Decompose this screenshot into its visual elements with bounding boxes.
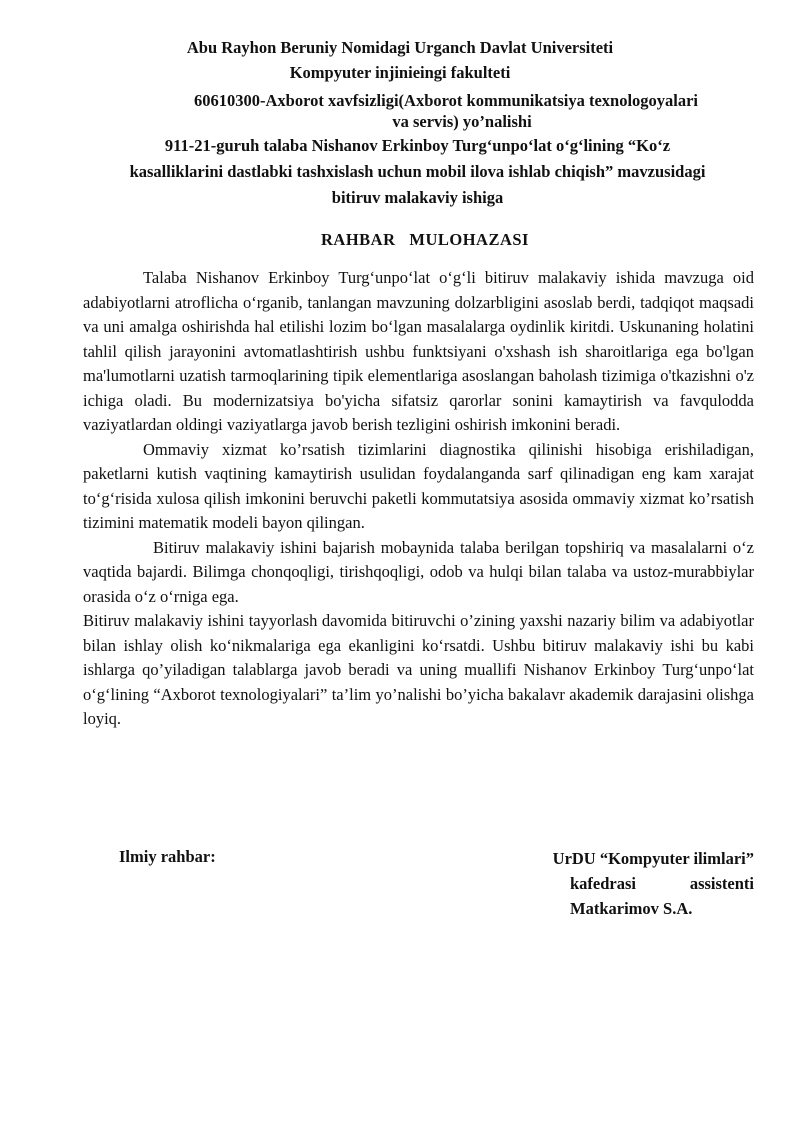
university-name: Abu Rayhon Beruniy Nomidagi Urganch Davlat Universiteti (186, 38, 614, 57)
supervisor-signature-block (520, 846, 754, 921)
position-part-2: assistenti (689, 874, 754, 893)
position-line (520, 871, 754, 896)
paragraph-3: Bitiruv malakaviy ishini bajarish mobaynida talaba berilgan topshiriq va masalalarni o‘z vaqtida bajardi. Bilimga chonqoqligi, tirishqoqligi, odob va hulqi bilan talaba va ustoz-murabbiylar orasida o‘z o‘rniga ega. (83, 537, 754, 606)
supervisor-label: Ilmiy rahbar: (119, 847, 216, 866)
review-body (83, 266, 754, 732)
supervisor-name: Matkarimov S.A. (570, 899, 693, 918)
department-line: UrDU “Kompyuter ilimlari” (552, 849, 754, 868)
title-line-2: kasalliklarini dastlabki tashxislash uchun mobil ilova ishlab chiqish” mavzusidagi (129, 162, 706, 181)
paragraph-4: Bitiruv malakaviy ishini tayyorlash davomida bitiruvchi o’zining yaxshi nazariy bilim va adabiyotlar bilan ishlay olish ko‘nikmalariga ega ekanligini ko‘rsatdi. Ushbu bitiruv malakaviy ishi bu kabi ishlarga qo’yiladigan talablarga javob beradi va uning muallifi Nishanov Erkinboy Turg‘unpo‘lat o‘g‘lining “Axborot texnologiyalari” ta’lim yo’nalishi bo’yicha bakalavr akademik darajasini olishga loyiq. (83, 611, 754, 728)
direction-line-1: 60610300-Axborot xavfsizligi(Axborot kommunikatsiya texnologoyalari (194, 91, 699, 110)
faculty-name: Kompyuter injinieingi fakulteti (289, 63, 511, 82)
title-line-1: 911-21-guruh talaba Nishanov Erkinboy Turg‘unpo‘lat o‘g‘lining “Ko‘z (164, 136, 671, 155)
paragraph-2: Ommaviy xizmat ko’rsatish tizimlarini diagnostika qilinishi hisobiga erishiladigan, paketlarni kutish vaqtining kamaytirish usulidan foydalanganda sarf qilinadigan eng kam xarajat to‘g‘risida xulosa qilish imkonini beruvchi paketli kommutatsiya asosida ommaviy xizmat ko’rsatish tizimini matematik modeli bayon qilingan. (83, 439, 754, 532)
paragraph-1: Talaba Nishanov Erkinboy Turg‘unpo‘lat o‘g‘li bitiruv malakaviy ishida mavzuga oid adabiyotlarni atroflicha o‘rganib, tanlangan mavzuning dolzarbligini asoslab berdi, tadqiqot maqsadi va uni amalga oshirishda hal etilishi lozim bo‘lgan masalalarga oydinlik kiritdi. Uskunaning holatini tahlil qilish jarayonini avtomatlashtirish ushbu funktsiyani o'xshash ish sharoitlariga ega bo'lgan ma'lumotlarni uzatish tarmoqlarining tipik elementlariga asoslangan baholash tizimiga o'tkazishni o'z ichiga oladi. Bu modernizatsiya bo'yicha sifatsiz qarorlar sonini kamaytirish va favqulodda vaziyatlardan oldingi vaziyatlarga javob berish tezligini oshirish imkonini beradi. (83, 268, 754, 434)
heading-text: RAHBAR MULOHAZASI (321, 230, 529, 249)
work-title (80, 133, 755, 211)
position-part-1: kafedrasi (570, 874, 636, 893)
direction-line-2: va servis) yo’nalishi (392, 112, 532, 131)
section-heading (80, 229, 770, 251)
title-line-3: bitiruv malakaviy ishiga (331, 188, 504, 207)
